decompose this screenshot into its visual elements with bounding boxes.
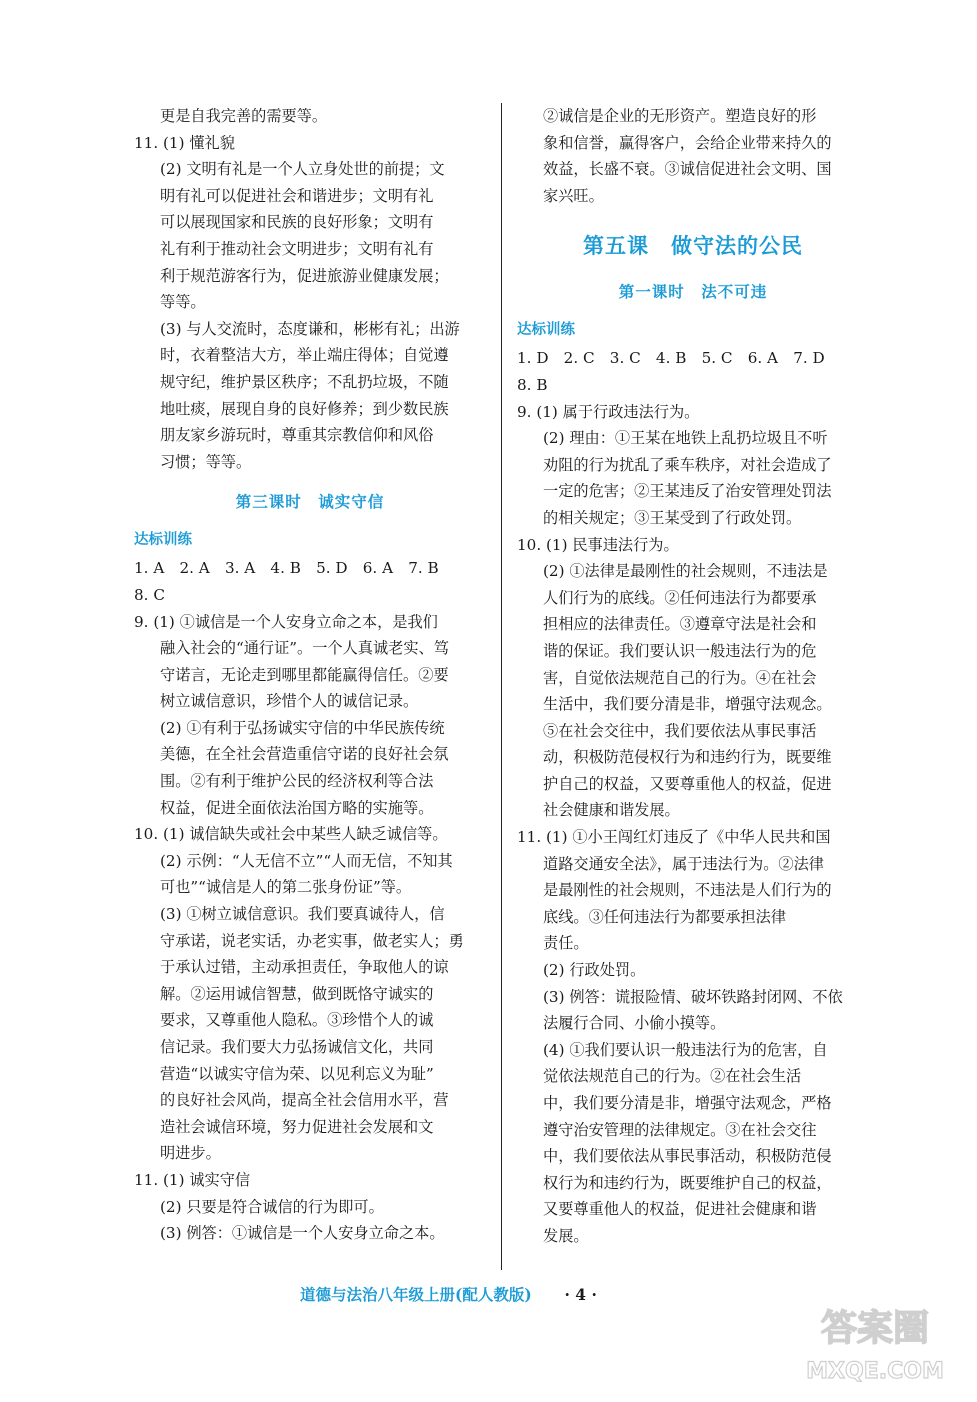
section-title-left: 达标训练	[134, 532, 192, 549]
text-line: 是最刚性的社会规则，不违法是人们行为的	[543, 881, 832, 900]
text-line: (3) ①树立诚信意识。我们要真诚待人，信	[160, 905, 445, 924]
text-line: 8. C	[134, 585, 165, 604]
text-line: 权行为和违约行为，既要维护自己的权益，	[543, 1173, 832, 1192]
text-line: 于承认过错，主动承担责任，争取他人的谅	[160, 958, 449, 977]
text-line: 时，衣着整洁大方，举止端庄得体；自觉遵	[160, 346, 449, 365]
text-line: (3) 例答：①诚信是一个人安身立命之本。	[160, 1224, 445, 1243]
text-line: 要求，又尊重他人隐私。③珍惜个人的诚	[160, 1011, 434, 1030]
text-line: (2) 行政处罚。	[543, 961, 646, 980]
text-line: 家兴旺。	[543, 186, 604, 205]
text-line: (2) 只要是符合诚信的行为即可。	[160, 1197, 384, 1216]
text-line: (3) 与人交流时，态度谦和，彬彬有礼；出游	[160, 319, 460, 338]
text-line: 11. (1) 诚实守信	[134, 1170, 251, 1189]
text-line: 规守纪，维护景区秩序；不乱扔垃圾，不随	[160, 372, 449, 391]
text-line: 象和信誉，赢得客户，会给企业带来持久的	[543, 133, 832, 152]
text-line: 觉依法规范自己的行为。②在社会生活	[543, 1067, 802, 1086]
text-line: 中，我们要依法从事民事活动，积极防范侵	[543, 1147, 832, 1166]
text-line: 可以展现国家和民族的良好形象；文明有	[160, 213, 434, 232]
right-text-block-a	[517, 103, 869, 209]
text-line: 明进步。	[160, 1144, 221, 1163]
text-line: 树立诚信意识，珍惜个人的诚信记录。	[160, 692, 419, 711]
text-line: 权益，促进全面依法治国方略的实施等。	[160, 798, 434, 817]
text-line: (2) 示例：“人无信不立”“人而无信，不知其	[160, 851, 453, 870]
text-line: (3) 例答：谎报险情、破坏铁路封闭网、不依	[543, 987, 843, 1006]
text-line: 10. (1) 诚信缺失或社会中某些人缺乏诚信等。	[134, 825, 448, 844]
text-line: (2) 文明有礼是一个人立身处世的前提；文	[160, 160, 445, 179]
text-line: 法履行合同、小偷小摸等。	[543, 1014, 726, 1033]
text-line: 明有礼可以促进社会和谐进步；文明有礼	[160, 186, 434, 205]
footer-book-title: 道德与法治八年级上册(配人教版)	[300, 1285, 532, 1304]
text-line: (2) 理由：①王某在地铁上乱扔垃圾且不听	[543, 429, 828, 448]
text-line: 1. A 2. A 3. A 4. B 5. D 6. A 7. B	[134, 559, 439, 578]
text-line: 守诺言，无论走到哪里都能赢得信任。②要	[160, 665, 449, 684]
text-line: 美德，在全社会营造重信守诺的良好社会氛	[160, 745, 449, 764]
column-divider	[501, 103, 502, 1270]
text-line: 1. D 2. C 3. C 4. B 5. C 6. A 7. D	[517, 349, 825, 368]
text-line: 解。②运用诚信智慧，做到既恪守诚实的	[160, 984, 434, 1003]
watermark-bottom-text: MXQE.COM	[806, 1359, 944, 1384]
text-line: 11. (1) ①小王闯红灯违反了《中华人民共和国	[517, 828, 831, 847]
text-line: ⑤在社会交往中，我们要依法从事民事活	[543, 721, 817, 740]
text-line: 融入社会的“通行证”。一个人真诚老实、笃	[160, 639, 449, 658]
text-line: 动，积极防范侵权行为和违约行为，既要维	[543, 748, 832, 767]
left-text-block-a	[134, 103, 486, 475]
text-line: 习惯；等等。	[160, 452, 252, 471]
text-line: 害，自觉依法规范自己的行为。④在社会	[543, 668, 817, 687]
text-line: 担相应的法律责任。③遵章守法是社会和	[543, 615, 817, 634]
text-line: 人们行为的底线。②任何违法行为都要承	[543, 588, 817, 607]
text-line: 守承诺，说老实话，办老实事，做老实人；勇	[160, 931, 464, 950]
text-line: 9. (1) 属于行政违法行为。	[517, 402, 700, 421]
text-line: 谐的保证。我们要认识一般违法行为的危	[543, 641, 817, 660]
text-line: 劝阻的行为扰乱了乘车秩序，对社会造成了	[543, 455, 832, 474]
footer-page-number: · 4 ·	[564, 1285, 597, 1304]
text-line: 底线。③任何违法行为都要承担法律	[543, 907, 786, 926]
left-column	[134, 103, 486, 1247]
text-line: 利于规范游客行为，促进旅游业健康发展；	[160, 266, 449, 285]
text-line: 效益，长盛不衰。③诚信促进社会文明、国	[543, 160, 832, 179]
text-line: 的相关规定；③王某受到了行政处罚。	[543, 508, 802, 527]
text-line: 11. (1) 懂礼貌	[134, 133, 235, 152]
text-line: 8. B	[517, 375, 548, 394]
text-line: 礼有利于推动社会文明进步；文明有礼有	[160, 239, 434, 258]
text-line: 道路交通安全法》，属于违法行为。②法律	[543, 854, 824, 873]
text-line: 等等。	[160, 293, 206, 312]
text-line: 发展。	[543, 1226, 589, 1245]
period-title-fabukewei: 第一课时 法不可违	[618, 282, 768, 302]
right-column	[517, 103, 869, 1250]
period-title-chengshi: 第三课时 诚实守信	[235, 492, 385, 512]
text-line: 造社会诚信环境，努力促进社会发展和文	[160, 1117, 434, 1136]
text-line: 信记录。我们要大力弘扬诚信文化，共同	[160, 1038, 434, 1056]
text-line: 朋友家乡游玩时，尊重其宗教信仰和风俗	[160, 426, 434, 445]
text-line: 更是自我完善的需要等。	[160, 107, 328, 125]
text-line: 的良好社会风尚，提高全社会信用水平，营	[160, 1091, 449, 1110]
lesson-title: 第五课 做守法的公民	[583, 234, 803, 259]
text-line: 可也”“诚信是人的第二张身份证”等。	[160, 878, 412, 897]
watermark-logo	[795, 1294, 955, 1390]
text-line: 营造“以诚实守信为荣、以见利忘义为耻”	[160, 1064, 434, 1083]
text-line: 护自己的权益，又要尊重他人的权益，促进	[543, 774, 832, 793]
page-footer	[300, 1283, 597, 1305]
text-line: (2) ①法律是最刚性的社会规则，不违法是	[543, 562, 828, 581]
right-text-block-b	[517, 345, 869, 1249]
text-line: 遵守治安管理的法律规定。③在社会交往	[543, 1120, 817, 1139]
section-title-right: 达标训练	[517, 322, 575, 339]
watermark-top-text: 答案圈	[820, 1308, 930, 1349]
text-line: 一定的危害；②王某违反了治安管理处罚法	[543, 482, 832, 501]
text-line: 生活中，我们要分清是非，增强守法观念。	[543, 695, 832, 714]
text-line: 地吐痰，展现自身的良好修养；到少数民族	[160, 399, 449, 418]
text-line: ②诚信是企业的无形资产。塑造良好的形	[543, 107, 817, 125]
text-line: 社会健康和谐发展。	[543, 801, 680, 820]
left-text-block-b	[134, 555, 486, 1246]
text-line: 又要尊重他人的权益，促进社会健康和谐	[543, 1200, 817, 1219]
text-line: 责任。	[543, 934, 589, 953]
text-line: 围。②有利于维护公民的经济权利等合法	[160, 772, 434, 791]
text-line: (4) ①我们要认识一般违法行为的危害，自	[543, 1040, 828, 1059]
text-line: 中，我们要分清是非，增强守法观念，严格	[543, 1094, 832, 1112]
text-line: 10. (1) 民事违法行为。	[517, 535, 679, 554]
text-line: 9. (1) ①诚信是一个人安身立命之本，是我们	[134, 612, 438, 631]
text-line: (2) ①有利于弘扬诚实守信的中华民族传统	[160, 718, 445, 737]
